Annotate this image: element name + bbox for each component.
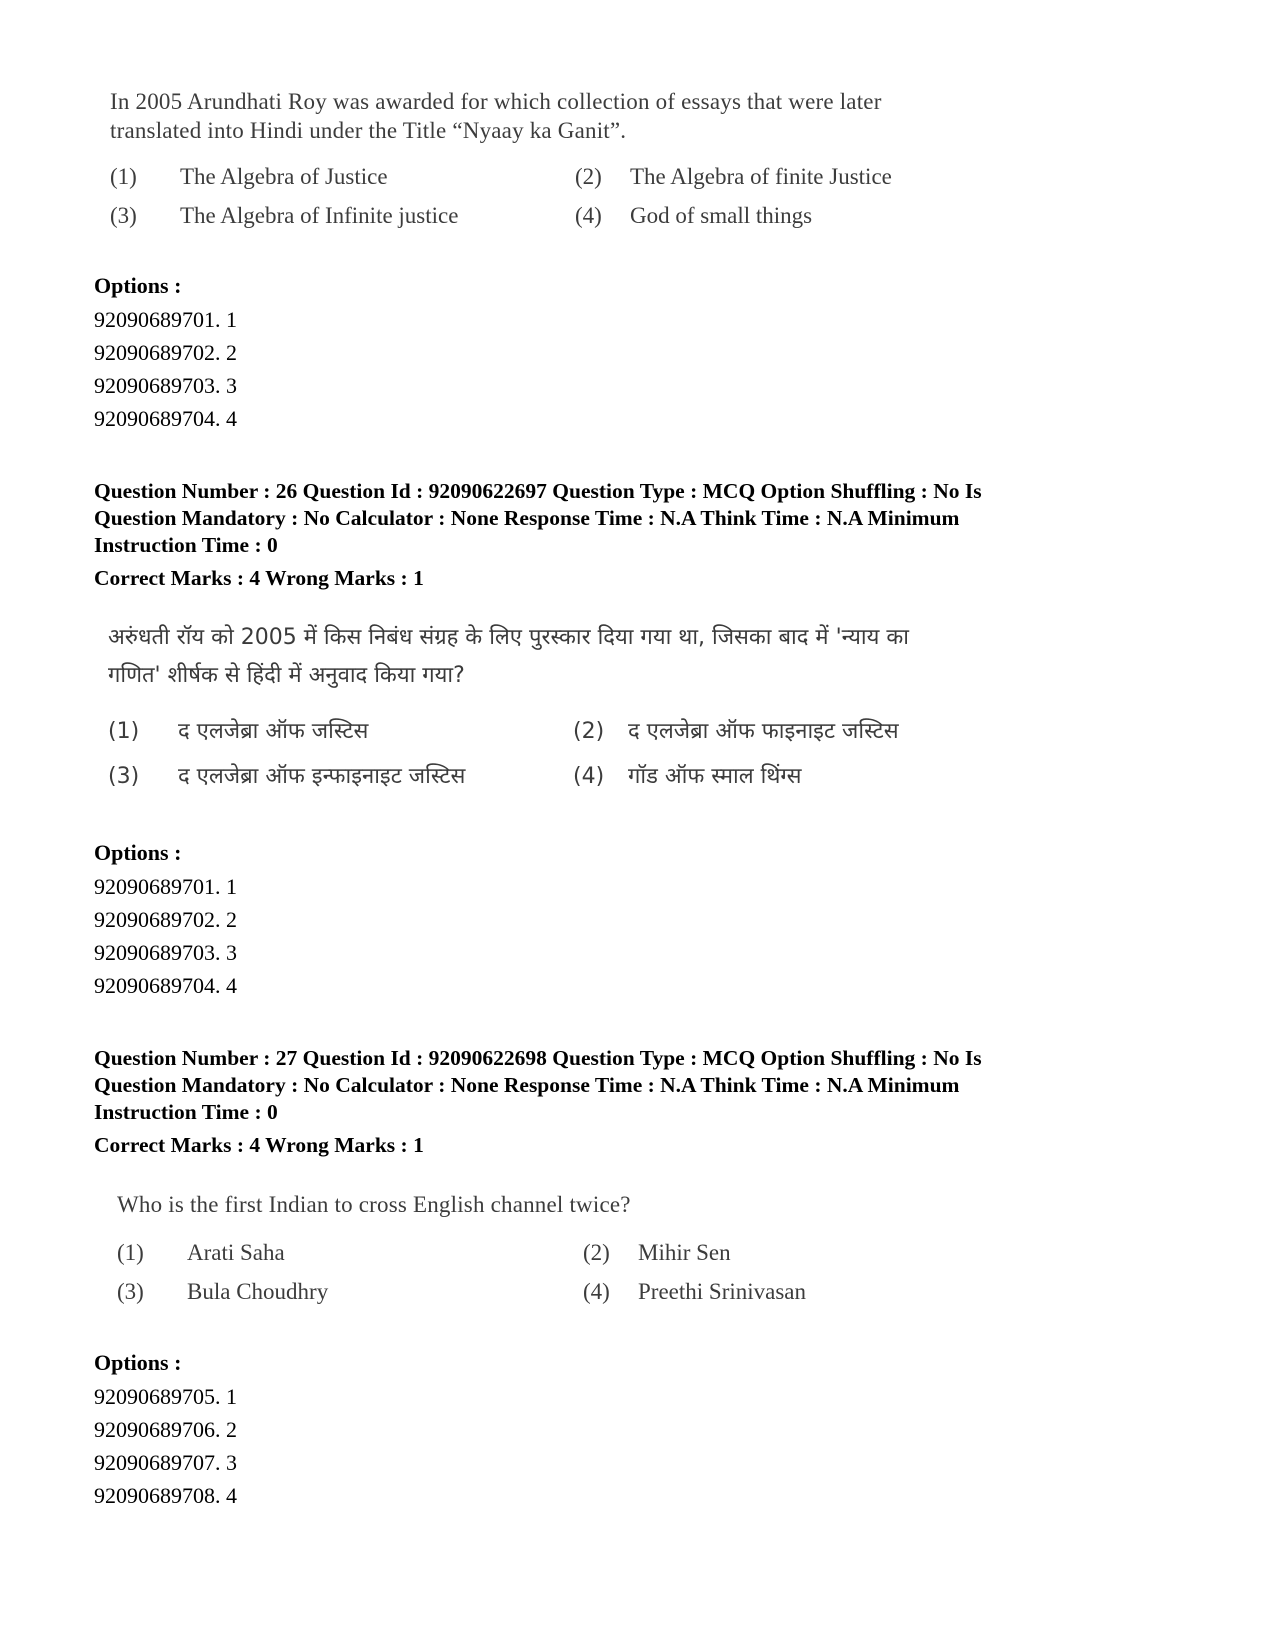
- choice-number: (2): [573, 719, 605, 744]
- choice-text: Mihir Sen: [638, 1240, 731, 1265]
- choice-text: The Algebra of Justice: [180, 164, 388, 189]
- choice-number: (4): [575, 203, 602, 228]
- question-27-text: [117, 1190, 1117, 1219]
- choice-number: (3): [110, 203, 137, 228]
- choice-4: [575, 203, 812, 229]
- options-label: Options :: [94, 273, 182, 298]
- option-item: 92090689701. 1: [94, 307, 237, 332]
- question-26-text: [108, 619, 1108, 695]
- header-line: Question Number : 26 Question Id : 92090622697 Question Type : MCQ Option Shuffling : No Is: [94, 479, 982, 503]
- choice-2: [583, 1240, 731, 1266]
- choice-2: [575, 164, 892, 190]
- question-line: गणित' शीर्षक से हिंदी में अनुवाद किया गया?: [108, 663, 465, 688]
- question-line: Who is the first Indian to cross English channel twice?: [117, 1192, 631, 1217]
- choice-1: [117, 1240, 285, 1266]
- options-label: Options :: [94, 840, 182, 865]
- question-27-header: [94, 1045, 1214, 1126]
- choice-number: (2): [583, 1240, 610, 1265]
- choice-4: [573, 760, 801, 790]
- choice-3: [117, 1279, 328, 1305]
- choice-text: गॉड ऑफ स्माल थिंग्स: [628, 764, 802, 789]
- choice-text: The Algebra of finite Justice: [630, 164, 892, 189]
- question-line: अरुंधती रॉय को 2005 में किस निबंध संग्रह के लिए पुरस्कार दिया गया था, जिसका बाद में 'न्याय का: [108, 625, 909, 650]
- choice-1: [108, 715, 368, 745]
- header-line: Question Mandatory : No Calculator : None Response Time : N.A Think Time : N.A Minimum: [94, 1073, 960, 1097]
- choice-text: God of small things: [630, 203, 813, 228]
- choice-number: (1): [110, 164, 137, 189]
- choice-number: (1): [108, 719, 140, 744]
- option-item: 92090689702. 2: [94, 907, 237, 932]
- choice-number: (3): [117, 1279, 144, 1304]
- choice-text: Preethi Srinivasan: [638, 1279, 806, 1304]
- choice-3: [108, 760, 465, 790]
- question-25-text: [110, 87, 1110, 145]
- choice-number: (3): [108, 764, 140, 789]
- option-item: 92090689707. 3: [94, 1450, 237, 1475]
- option-item: 92090689703. 3: [94, 373, 237, 398]
- choice-number: (4): [573, 764, 605, 789]
- choice-text: Arati Saha: [187, 1240, 285, 1265]
- header-line: Instruction Time : 0: [94, 1100, 278, 1124]
- question-27-marks: Correct Marks : 4 Wrong Marks : 1: [94, 1133, 424, 1157]
- choice-1: [110, 164, 388, 190]
- choice-text: The Algebra of Infinite justice: [180, 203, 459, 228]
- option-item: 92090689704. 4: [94, 973, 237, 998]
- choice-text: द एलजेब्रा ऑफ फाइनाइट जस्टिस: [628, 719, 899, 744]
- choice-number: (1): [117, 1240, 144, 1265]
- choice-3: [110, 203, 458, 229]
- option-item: 92090689705. 1: [94, 1384, 237, 1409]
- option-item: 92090689708. 4: [94, 1483, 237, 1508]
- options-list: [94, 870, 237, 1002]
- options-list: [94, 1380, 237, 1512]
- question-26-marks: Correct Marks : 4 Wrong Marks : 1: [94, 566, 424, 590]
- choice-2: [573, 715, 899, 745]
- header-line: Question Number : 27 Question Id : 92090622698 Question Type : MCQ Option Shuffling : No Is: [94, 1046, 982, 1070]
- choice-4: [583, 1279, 806, 1305]
- question-26-header: [94, 478, 1214, 559]
- option-item: 92090689706. 2: [94, 1417, 237, 1442]
- options-list: [94, 303, 237, 435]
- header-line: Instruction Time : 0: [94, 533, 278, 557]
- option-item: 92090689701. 1: [94, 874, 237, 899]
- choice-text: द एलजेब्रा ऑफ इन्फाइनाइट जस्टिस: [178, 764, 466, 789]
- options-label: Options :: [94, 1350, 182, 1375]
- choice-text: Bula Choudhry: [187, 1279, 329, 1304]
- option-item: 92090689704. 4: [94, 406, 237, 431]
- header-line: Question Mandatory : No Calculator : None Response Time : N.A Think Time : N.A Minimum: [94, 506, 960, 530]
- question-line: translated into Hindi under the Title “Nyaay ka Ganit”.: [110, 118, 627, 143]
- question-line: In 2005 Arundhati Roy was awarded for which collection of essays that were later: [110, 89, 882, 114]
- option-item: 92090689702. 2: [94, 340, 237, 365]
- choice-number: (2): [575, 164, 602, 189]
- choice-text: द एलजेब्रा ऑफ जस्टिस: [178, 719, 369, 744]
- choice-number: (4): [583, 1279, 610, 1304]
- option-item: 92090689703. 3: [94, 940, 237, 965]
